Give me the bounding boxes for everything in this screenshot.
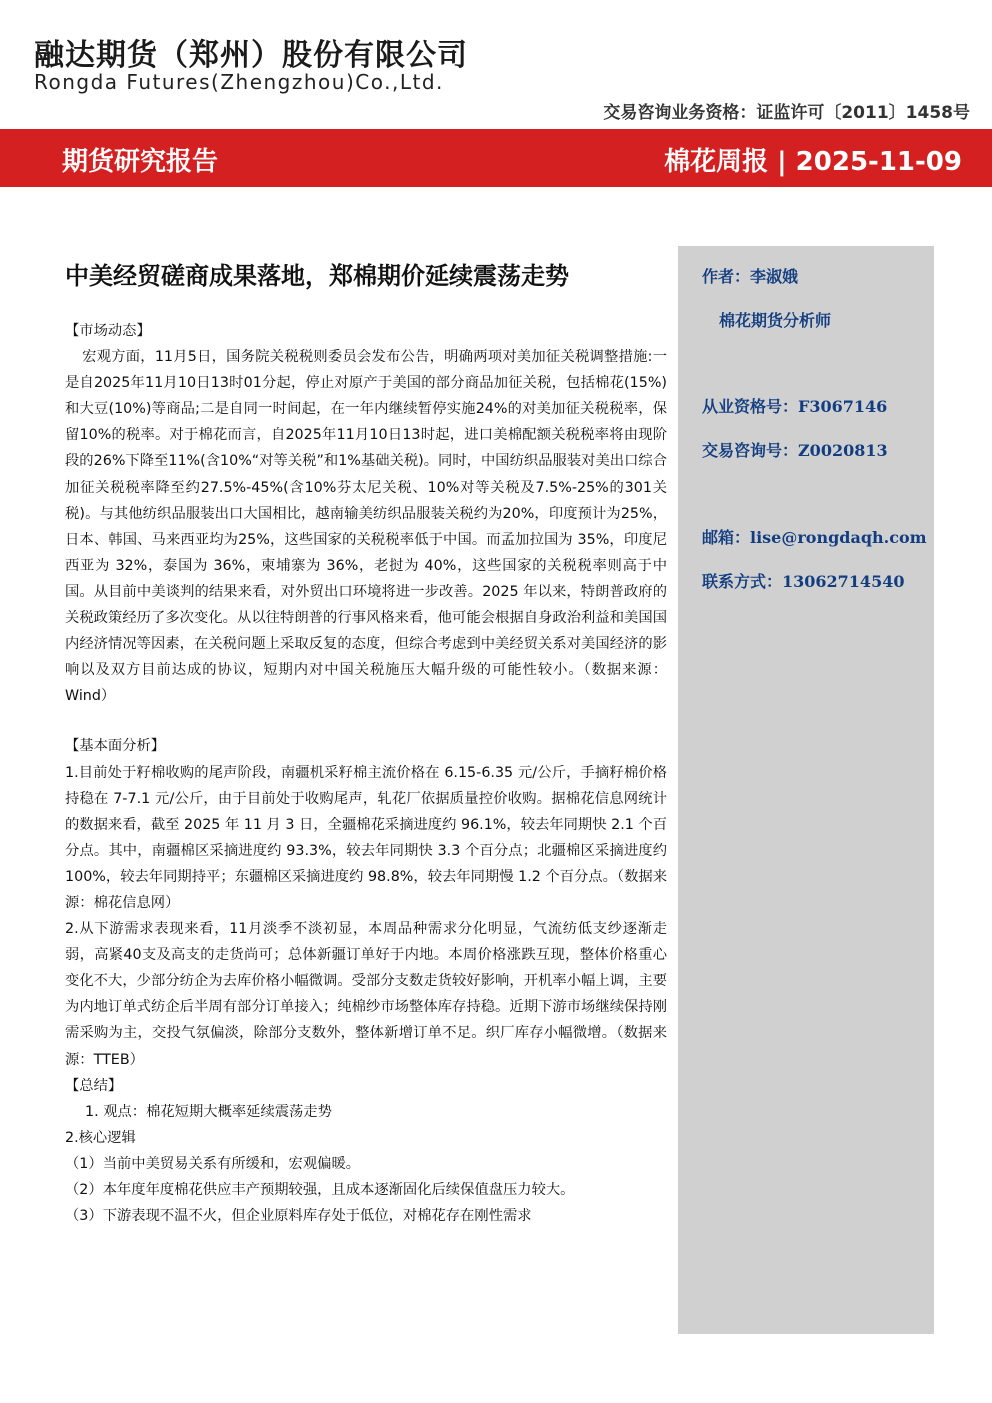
fundamental-heading: 【基本面分析】 bbox=[65, 738, 166, 755]
author-email: 邮箱：lise@rongdaqh.com bbox=[702, 528, 927, 547]
article-title: 中美经贸磋商成果落地，郑棉期价延续震荡走势 bbox=[65, 262, 569, 290]
market-heading: 【市场动态】 bbox=[65, 323, 151, 339]
company-name-en: Rongda Futures(Zhengzhou)Co.,Ltd. bbox=[34, 70, 444, 94]
fundamental-paragraph-1: 1.目前处于籽棉收购的尾声阶段，南疆机采籽棉主流价格在 6.15-6.35 元/公斤，手摘籽棉价格持稳在 7-7.1 元/公斤，由于目前处于收购尾声，轧花厂依据质量控价收购。据棉花信息网统计的数据来看，截至 2025 年 11 月 3 日，全疆棉花采摘进度约 96.1%，较去年同期快 2.1 个百分点。其中，南疆棉区采摘进度约 93.3%，较去年同期快 3.3 个百分点；北疆棉区采摘进度约 100%，较去年同期持平；东疆棉区采摘进度约 98.8%，较去年同期慢 1.2 个百分点。（数据来源：棉花信息网） bbox=[65, 764, 667, 911]
article-body bbox=[65, 318, 667, 1229]
author-role: 棉花期货分析师 bbox=[719, 311, 832, 330]
logic-item-3: （3）下游表现不温不火，但企业原料库存处于低位，对棉花存在刚性需求 bbox=[65, 1208, 532, 1225]
company-name-cn: 融达期货（郑州）股份有限公司 bbox=[34, 38, 468, 73]
logic-item-1: （1）当前中美贸易关系有所缓和，宏观偏暖。 bbox=[65, 1155, 361, 1172]
market-paragraph: 宏观方面，11月5日，国务院关税税则委员会发布公告，明确两项对美加征关税调整措施:一是自2025年11月10日13时01分起，停止对原产于美国的部分商品加征关税，包括棉花(15%)和大豆(10%)等商品;二是自同一时间起，在一年内继续暂停实施24%的对美加征关税税率，保留10%的税率。对于棉花而言，自2025年11月10日13时起，进口美棉配额关税税率将由现阶段的26%下降至11%(含10%“对等关税”和1%基础关税)。同时，中国纺织品服装对美出口综合加征关税税率降至约27.5%-45%(含10%芬太尼关税、10%对等关税及7.5%-25%的301关税)。与其他纺织品服装出口大国相比，越南输美纺织品服装关税约为20%，印度预计为25%，日本、韩国、马来西亚均为25%，这些国家的关税税率低于中国。而孟加拉国为 35%，印度尼西亚为 32%，泰国为 36%，柬埔寨为 36%，老挝为 40%，这些国家的关税税率则高于中国。从目前中美谈判的结果来看，对外贸出口环境将进一步改善。2025 年以来，特朗普政府的关税政策经历了多次变化。从以往特朗普的行事风格来看，他可能会根据自身政治利益和美国国内经济情况等因素，在关税问题上采取反复的态度，但综合考虑到中美经贸关系对美国经济的影响以及双方目前达成的协议，短期内对中国关税施压大幅升级的可能性较小。（数据来源：Wind） bbox=[65, 349, 667, 705]
section-gap bbox=[65, 709, 667, 733]
advisory-number: 交易咨询号：Z0020813 bbox=[702, 441, 888, 460]
author-sidebar bbox=[678, 246, 934, 1334]
author-phone: 联系方式：13062714540 bbox=[702, 572, 905, 591]
report-title-date: 棉花周报 | 2025-11-09 bbox=[664, 147, 962, 177]
summary-logic-heading: 2.核心逻辑 bbox=[65, 1129, 136, 1146]
summary-view: 1. 观点：棉花短期大概率延续震荡走势 bbox=[85, 1103, 332, 1120]
author-name: 作者：李淑娥 bbox=[702, 267, 799, 286]
qualification-number: 从业资格号：F3067146 bbox=[702, 397, 888, 416]
report-type: 期货研究报告 bbox=[62, 147, 219, 177]
license-info: 交易咨询业务资格：证监许可〔2011〕1458号 bbox=[603, 103, 970, 123]
fundamental-paragraph-2: 2.从下游需求表现来看，11月淡季不淡初显，本周品种需求分化明显，气流纺低支纱逐渐走弱，高紧40支及高支的走货尚可；总体新疆订单好于内地。本周价格涨跌互现，整体价格重心变化不大，少部分纺企为去库价格小幅微调。受部分支数走货较好影响，开机率小幅上调，主要为内地订单式纺企后半周有部分订单接入；纯棉纱市场整体库存持稳。近期下游市场继续保持刚需采购为主，交投气氛偏淡，除部分支数外，整体新增订单不足。织厂库存小幅微增。（数据来源：TTEB） bbox=[65, 921, 667, 1068]
summary-heading: 【总结】 bbox=[65, 1077, 123, 1094]
logic-item-2: （2）本年度年度棉花供应丰产预期较强，且成本逐渐固化后续保值盘压力较大。 bbox=[65, 1182, 575, 1198]
report-banner bbox=[0, 129, 992, 187]
